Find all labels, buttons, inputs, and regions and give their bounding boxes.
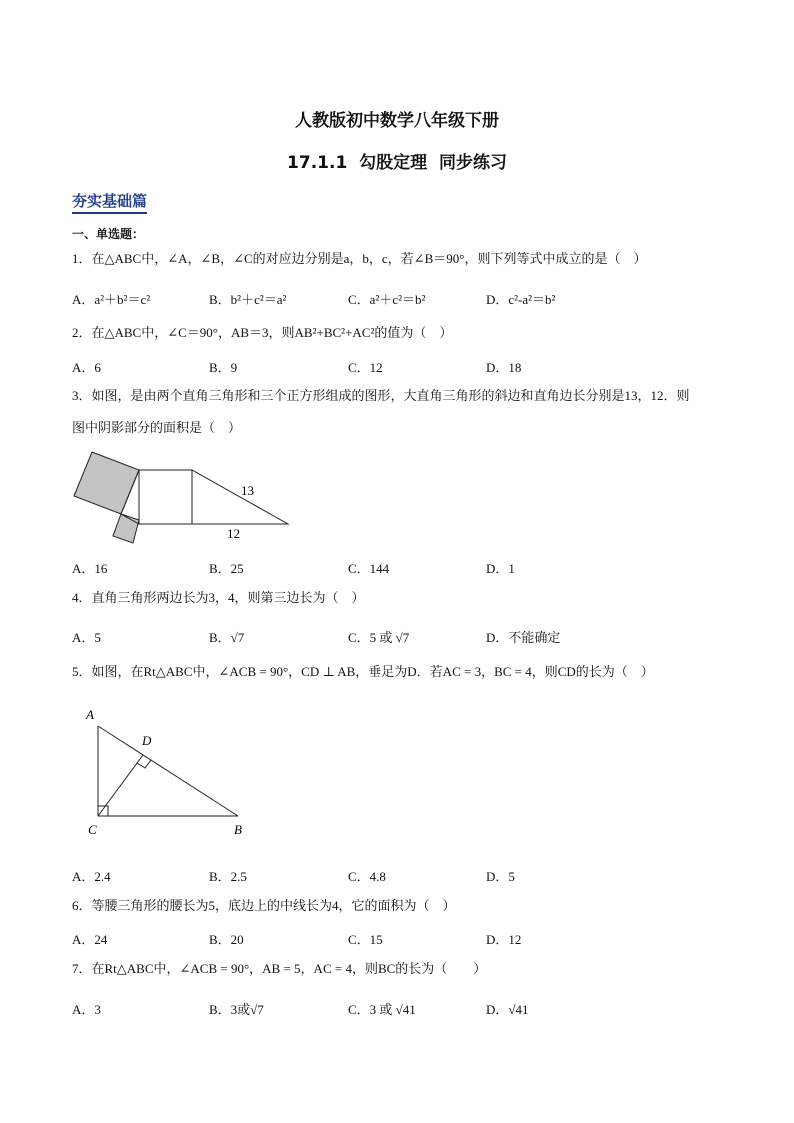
question-6-option-c: C．15 [348, 932, 383, 947]
question-5-option-d: D．5 [486, 869, 515, 884]
question-1-option-d: D．c²-a²＝b² [486, 292, 556, 307]
shaded-square-large [74, 452, 139, 514]
altitude-cd [98, 755, 143, 816]
question-6-option-d: D．12 [486, 932, 522, 947]
question-5-option-b: B．2.5 [209, 869, 247, 884]
leg-label: 12 [227, 526, 240, 541]
section-heading: 夯实基础篇 [72, 190, 147, 214]
question-4-option-b: B．√7 [209, 630, 245, 645]
question-2-option-d: D．18 [486, 360, 522, 375]
vertex-label-c: C [88, 822, 97, 837]
question-1-option-b: B．b²＋c²＝a² [209, 292, 287, 307]
question-7-option-b: B．3或√7 [209, 1002, 264, 1017]
question-3-option-c: C．144 [348, 561, 390, 576]
question-3-stem-line2: 图中阴影部分的面积是（ ） [72, 420, 242, 435]
question-3-stem-line1: 3．如图，是由两个直角三角形和三个正方形组成的图形，大直角三角形的斜边和直角边长分别是13，12．则 [72, 388, 690, 403]
question-6-option-a: A．24 [72, 932, 108, 947]
hypotenuse-label: 13 [241, 483, 254, 498]
question-7-stem: 7．在Rt△ABC中，∠ACB = 90°，AB = 5，AC = 4，则BC的长为（ ） [72, 961, 487, 976]
question-2-option-b: B．9 [209, 360, 238, 375]
large-right-triangle [192, 470, 288, 524]
question-5-figure [80, 703, 250, 843]
shaded-square-small [113, 514, 139, 543]
document-title: 人教版初中数学八年级下册 [295, 111, 499, 131]
question-2-option-c: C．12 [348, 360, 383, 375]
side-ab [98, 726, 238, 816]
question-6-option-b: B．20 [209, 932, 244, 947]
lesson-title: 17.1.1 勾股定理 同步练习 [287, 153, 507, 173]
vertex-label-d: D [142, 733, 152, 748]
question-3-option-d: D．1 [486, 561, 515, 576]
middle-square [139, 470, 192, 524]
question-7-option-c: C．3 或 √41 [348, 1002, 416, 1017]
question-7-option-d: D．√41 [486, 1002, 529, 1017]
question-5-stem: 5．如图，在Rt△ABC中，∠ACB = 90°，CD ⊥ AB，垂足为D．若AC = 3，BC = 4，则CD的长为（ ） [72, 664, 654, 679]
vertex-label-a: A [86, 707, 94, 722]
question-4-option-c: C．5 或 √7 [348, 630, 410, 645]
vertex-label-b: B [234, 822, 242, 837]
question-1-option-c: C．a²＋c²＝b² [348, 292, 426, 307]
question-3-option-b: B．25 [209, 561, 244, 576]
question-2-stem: 2．在△ABC中，∠C＝90°，AB＝3，则AB²+BC²+AC²的值为（ ） [72, 325, 453, 340]
question-2-option-a: A．6 [72, 360, 101, 375]
question-4-option-a: A．5 [72, 630, 101, 645]
question-1-option-a: A．a²＋b²＝c² [72, 292, 151, 307]
subsection-heading: 一、单选题： [72, 227, 145, 241]
question-5-option-c: C．4.8 [348, 869, 386, 884]
question-3-figure [70, 448, 295, 548]
question-5-option-a: A．2.4 [72, 869, 111, 884]
question-6-stem: 6．等腰三角形的腰长为5，底边上的中线长为4，它的面积为（ ） [72, 898, 456, 913]
question-1-stem: 1．在△ABC中，∠A，∠B，∠C的对应边分别是a，b，c，若∠B＝90°，则下列等式中成立的是（ ） [72, 251, 647, 266]
question-7-option-a: A．3 [72, 1002, 101, 1017]
question-4-stem: 4．直角三角形两边长为3，4，则第三边长为（ ） [72, 590, 365, 605]
question-3-option-a: A．16 [72, 561, 108, 576]
question-4-option-d: D．不能确定 [486, 630, 561, 645]
right-angle-mark-d [137, 760, 151, 768]
